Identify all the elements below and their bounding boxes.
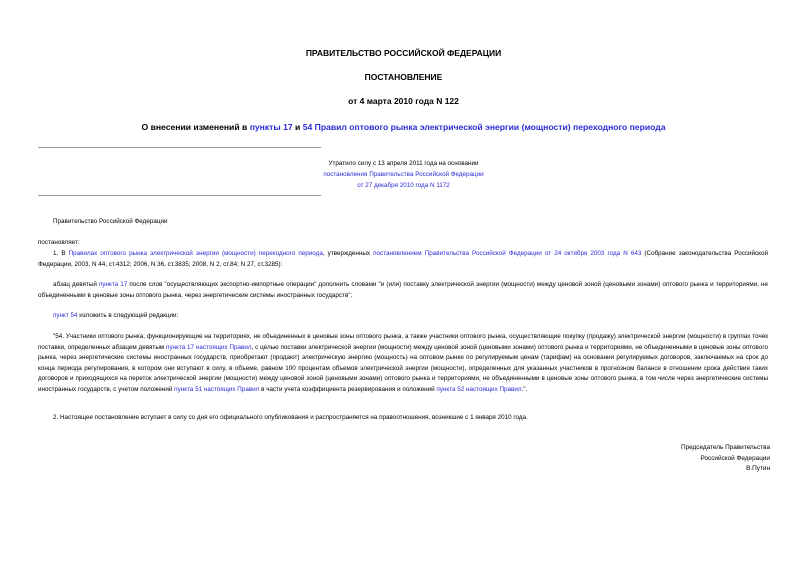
- government-heading: ПРАВИТЕЛЬСТВО РОССИЙСКОЙ ФЕДЕРАЦИИ: [305, 48, 502, 58]
- title-mid: и: [292, 122, 303, 132]
- p2-start: абзац девятый: [53, 281, 99, 288]
- government-name: Правительство Российской Федерации: [53, 218, 168, 225]
- signature-name: В.Путин: [746, 465, 770, 472]
- signature-block: [681, 443, 770, 475]
- link-point-52-rules[interactable]: пункта 52 настоящих Правил: [436, 385, 522, 393]
- link-point-51-rules[interactable]: пункта 51 настоящих Правил: [174, 385, 260, 393]
- p4-start: "54. Участники оптового рынка, функционирующие на территориях, не объединенных в ценовые зоны оптового рынка, а также участники оптового рынка, осуществляющие покупку (продажу) электрической энергии (мощности) в группах точек поставки, определенных абзацем девятым: [38, 333, 768, 351]
- p1-mid: , утвержденных: [322, 250, 374, 257]
- p4-mid: , с целью поставки электрической энергии (мощности) между ценовой зоной (ценовыми зонами) оптового рынка и территориями, не объединенными в ценовые зоны оптового рынка, через энергетические системы иностранных государств, приобретают (продают) электрическую энергию (мощность) на оптовом рынке по регулируемым ценам (тарифам) на основании регулируемых договоров, заключаемых на срок до конца периода регулирования, в котором они вступают в силу, в объеме, равном 100 процентам объемов электрической энергии (мощности), определенных для указанных участников в прогнозном балансе в отношении срока действия таких договоров и приходящихся на переток электрической энергии (мощности) между ценовой зоной (ценовыми зонами) оптового рынка и территориями, не объединенными в ценовые зоны оптового рынка, в том числе через энергетические системы иностранных государств, с учетом положений: [38, 343, 768, 393]
- link-decree-643[interactable]: постановлением Правительства Российской Федерации от 24 октября 2003 года N 643: [373, 250, 642, 257]
- notice-link-date[interactable]: от 27 декабря 2010 года N 1172: [357, 182, 450, 189]
- paragraph-3: [38, 311, 768, 322]
- document-title: [0, 122, 807, 132]
- link-point-54[interactable]: пункт 54: [53, 312, 78, 319]
- p1-start: 1. В: [53, 250, 69, 257]
- repeal-notice: [0, 158, 807, 191]
- document-date: от 4 марта 2010 года N 122: [348, 96, 459, 106]
- notice-link-decree[interactable]: постановления Правительства Российской Федерации: [323, 171, 484, 178]
- divider-top: [38, 147, 321, 148]
- paragraph-5: 2. Настоящее постановление вступает в силу со дня его официального опубликования и распространяется на правоотношения, возникшие с 1 января 2010 года.: [53, 414, 528, 421]
- document-type: ПОСТАНОВЛЕНИЕ: [364, 72, 443, 82]
- p3-end: изложить в следующей редакции:: [77, 312, 179, 319]
- title-prefix: О внесении изменений в: [141, 122, 250, 132]
- signature-line-2: Российской Федерации: [700, 454, 770, 462]
- title-link-point-17[interactable]: пункты 17: [249, 122, 293, 132]
- signature-line-1: Председатель Правительства: [681, 444, 770, 451]
- link-point-17-rules[interactable]: пункта 17 настоящих Правил: [166, 343, 252, 351]
- paragraph-1: [38, 249, 768, 270]
- paragraph-4: [38, 332, 768, 395]
- link-rules[interactable]: Правилах оптового рынка электрической энергии (мощности) переходного периода: [68, 250, 323, 257]
- p2-end: после слов "осуществляющих экспортно-импортные операции" дополнить словами "и (или) поставку электрической энергии (мощности) между ценовой зоной (ценовыми зонами) оптового рынка и территориями, не объединенными в ценовые зоны оптового рынка, через энергетические системы иностранных государств";: [38, 281, 768, 299]
- decree-word: постановляет:: [38, 239, 80, 246]
- title-link-point-54[interactable]: 54 Правил оптового рынка электрической энергии (мощности) переходного периода: [302, 122, 666, 132]
- divider-bottom: [38, 195, 321, 196]
- notice-line-1: Утратило силу с 13 апреля 2011 года на основании: [328, 160, 479, 167]
- p4-mid2: в части учета коэффициента резервирования и положений: [259, 385, 437, 393]
- p4-end: .".: [521, 385, 528, 393]
- p1-end: (Собрание законодательства Российской Федерации, 2003, N 44, ст.4312; 2006, N 36, ст.3835; 2008, N 2, ст.84; N 27, ст.3285):: [38, 250, 769, 268]
- link-point-17[interactable]: пункта 17: [98, 281, 128, 288]
- paragraph-2: [38, 280, 768, 301]
